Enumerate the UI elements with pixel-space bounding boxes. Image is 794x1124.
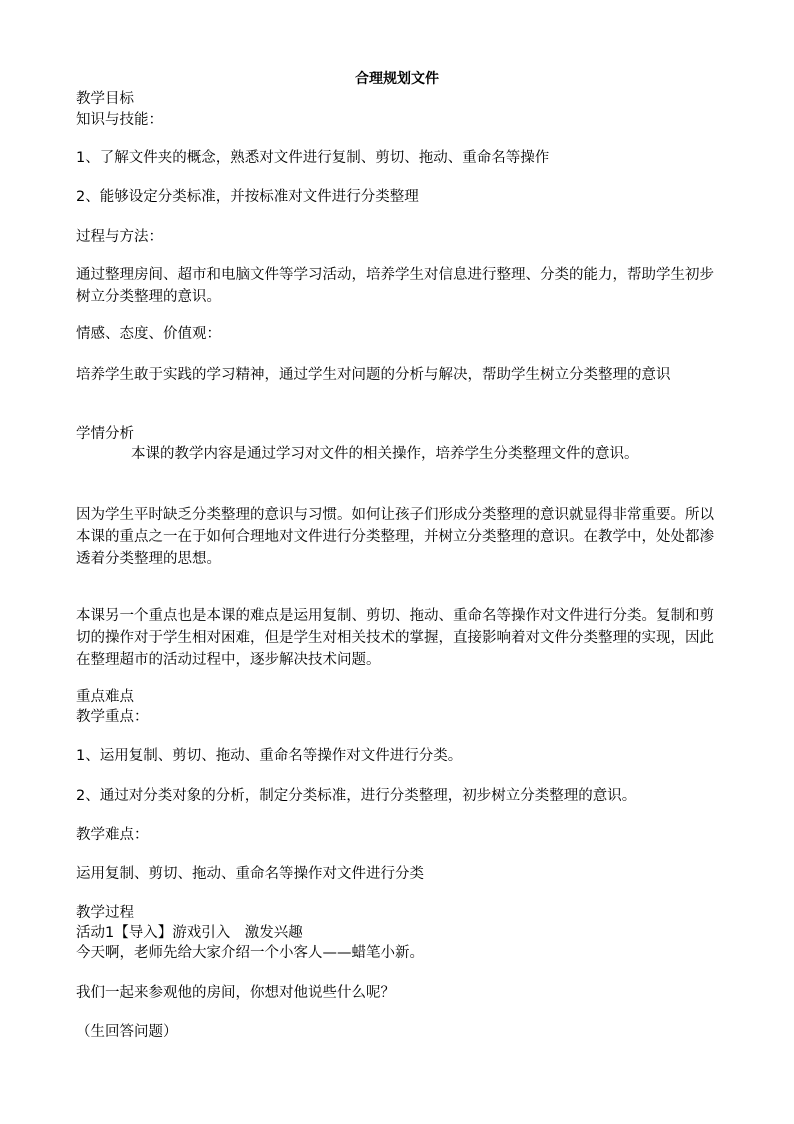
key-points-heading: 教学重点：	[76, 709, 149, 725]
objectives-heading: 教学目标	[76, 91, 134, 107]
process-text: 通过整理房间、超市和电脑文件等学习活动，培养学生对信息进行整理、分类的能力，帮助学生初步树立分类整理的意识。	[76, 267, 714, 305]
activity-1-line-3: （生回答问题）	[76, 1024, 178, 1040]
analysis-paragraph-1: 因为学生平时缺乏分类整理的意识与习惯。如何让孩子们形成分类整理的意识就显得非常重要。所以本课的重点之一在于如何合理地对文件进行分类整理，并树立分类整理的意识。在教学中，处处都渗透着分类整理的思想。	[76, 507, 714, 567]
knowledge-item-1: 1、了解文件夹的概念，熟悉对文件进行复制、剪切、拖动、重命名等操作	[76, 150, 550, 166]
knowledge-item-2: 2、能够设定分类标准，并按标准对文件进行分类整理	[76, 189, 419, 205]
knowledge-heading: 知识与技能：	[76, 112, 163, 128]
difficulty-text: 运用复制、剪切、拖动、重命名等操作对文件进行分类	[76, 866, 424, 882]
activity-1-title: 活动1【导入】游戏引入 激发兴趣	[76, 925, 303, 941]
difficulty-heading: 教学难点：	[76, 827, 149, 843]
activity-1-line-2: 我们一起来参观他的房间，你想对他说些什么呢？	[76, 985, 395, 1001]
activity-1-line-1: 今天啊，老师先给大家介绍一个小客人——蜡笔小新。	[76, 945, 424, 961]
teaching-process-heading: 教学过程	[76, 905, 134, 921]
key-point-2: 2、通过对分类对象的分析，制定分类标准，进行分类整理，初步树立分类整理的意识。	[76, 788, 637, 804]
analysis-paragraph-2: 本课另一个重点也是本课的难点是运用复制、剪切、拖动、重命名等操作对文件进行分类。复制和剪切的操作对于学生相对困难，但是学生对相关技术的掌握，直接影响着对文件分类整理的实现，因此在整理超市的活动过程中，逐步解决技术问题。	[76, 608, 714, 668]
emotion-heading: 情感、态度、价值观：	[76, 326, 221, 342]
analysis-heading: 学情分析	[76, 426, 134, 442]
key-point-1: 1、运用复制、剪切、拖动、重命名等操作对文件进行分类。	[76, 748, 463, 764]
document-title: 合理规划文件	[355, 71, 439, 87]
key-heading: 重点难点	[76, 689, 134, 705]
emotion-text: 培养学生敢于实践的学习精神，通过学生对问题的分析与解决，帮助学生树立分类整理的意识	[76, 367, 671, 383]
analysis-intro: 本课的教学内容是通过学习对文件的相关操作，培养学生分类整理文件的意识。	[131, 446, 639, 462]
process-heading: 过程与方法：	[76, 229, 163, 245]
